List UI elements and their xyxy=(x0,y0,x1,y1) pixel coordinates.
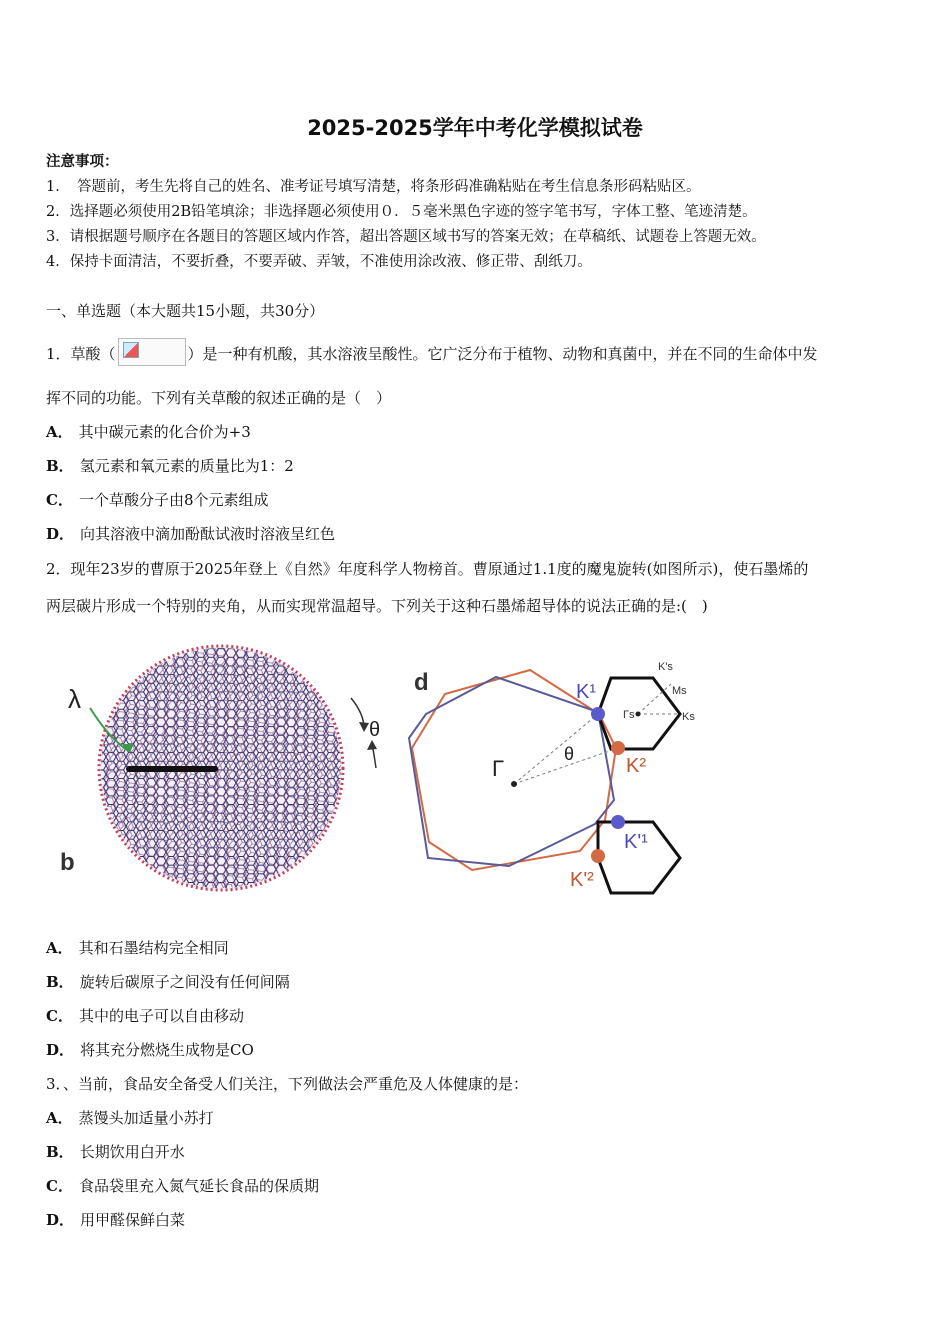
question-1-stem xyxy=(46,338,818,366)
notice-item-4: 4．保持卡面清洁，不要折叠，不要弄破、弄皱，不准使用涂改液、修正带、刮纸刀。 xyxy=(46,254,592,270)
question-2-line-1: 2．现年23岁的曹原于2025年登上《自然》年度科学人物榜首。曹原通过1.1度的魔鬼旋转(如图所示)，使石墨烯的 xyxy=(46,560,809,578)
notice-item-2: 2．选择题必须使用2B铅笔填涂；非选择题必须使用０．５毫米黑色字迹的签字笔书写，字体工整、笔迹清楚。 xyxy=(46,204,757,220)
ms-label: Ms xyxy=(672,685,687,697)
oxalic-acid-formula-image xyxy=(118,338,186,366)
section-heading: 一、单选题（本大题共15小题，共30分） xyxy=(46,302,325,320)
gamma-label: Γ xyxy=(492,756,505,781)
q3-option-c: C． 食品袋里充入氮气延长食品的保质期 xyxy=(46,1177,319,1195)
notice-item-1: 1． 答题前，考生先将自己的姓名、准考证号填写清楚，将条形码准确粘贴在考生信息条形码粘贴区。 xyxy=(46,179,701,195)
k2-label: K² xyxy=(626,755,646,777)
question-3-stem: 3．、当前，食品安全备受人们关注，下列做法会严重危及人体健康的是： xyxy=(46,1075,529,1093)
kp2-dot xyxy=(591,849,605,863)
question-1-pre: 1．草酸（ xyxy=(46,345,116,363)
q2-option-b: B． 旋转后碳原子之间没有任何间隔 xyxy=(46,973,290,991)
k1-label: K¹ xyxy=(576,681,596,703)
q3-option-b: B． 长期饮用白开水 xyxy=(46,1143,185,1161)
question-1-continued: 挥不同的功能。下列有关草酸的叙述正确的是（ ） xyxy=(46,389,392,407)
q1-option-b: B． 氢元素和氧元素的质量比为1：2 xyxy=(46,457,294,475)
twisted-graphene-figure xyxy=(46,640,706,902)
panel-b-label: b xyxy=(60,849,75,876)
panel-d-label: d xyxy=(414,669,429,696)
notice-heading: 注意事项： xyxy=(46,153,119,170)
q1-option-a: A． 其中碳元素的化合价为+3 xyxy=(46,423,251,441)
gs-label: Γs xyxy=(623,709,635,721)
q3-option-d: D． 用甲醛保鲜白菜 xyxy=(46,1211,186,1229)
exam-title: 2025-2025学年中考化学模拟试卷 xyxy=(307,116,643,140)
question-2-line-2: 两层碳片形成一个特别的夹角，从而实现常温超导。下列关于这种石墨烯超导体的说法正确的是:( ) xyxy=(46,597,708,615)
q1-option-c: C． 一个草酸分子由8个元素组成 xyxy=(46,491,269,509)
brillouin-zone-diagram xyxy=(409,661,695,893)
q2-option-d: D． 将其充分燃烧生成物是CO xyxy=(46,1041,254,1059)
theta-label-right: θ xyxy=(564,744,575,764)
notice-item-3: 3．请根据题号顺序在各题目的答题区域内作答，超出答题区域书写的答案无效；在草稿纸、试题卷上答题无效。 xyxy=(46,229,766,245)
lambda-label: λ xyxy=(68,684,81,714)
k1-dot xyxy=(591,707,605,721)
broken-image-icon xyxy=(123,342,139,358)
q3-option-a: A． 蒸馒头加适量小苏打 xyxy=(46,1109,214,1127)
dislocation-bar xyxy=(126,766,218,772)
kp1-dot xyxy=(611,815,625,829)
q1-option-d: D． 向其溶液中滴加酚酞试液时溶液呈红色 xyxy=(46,525,336,543)
moire-disc xyxy=(60,645,380,895)
kp2-label: K'² xyxy=(570,869,594,891)
ks-label: Ks xyxy=(682,711,695,723)
kp1-label: K'¹ xyxy=(624,831,648,853)
q2-option-a: A． 其和石墨结构完全相同 xyxy=(46,939,229,957)
figure-svg xyxy=(46,640,706,902)
theta-label-left: θ xyxy=(369,719,381,741)
k2-dot xyxy=(611,741,625,755)
question-1-post: ）是一种有机酸，其水溶液呈酸性。它广泛分布于植物、动物和真菌中，并在不同的生命体中发 xyxy=(187,345,818,363)
q2-option-c: C． 其中的电子可以自由移动 xyxy=(46,1007,244,1025)
ks-prime-label: K's xyxy=(658,661,673,673)
